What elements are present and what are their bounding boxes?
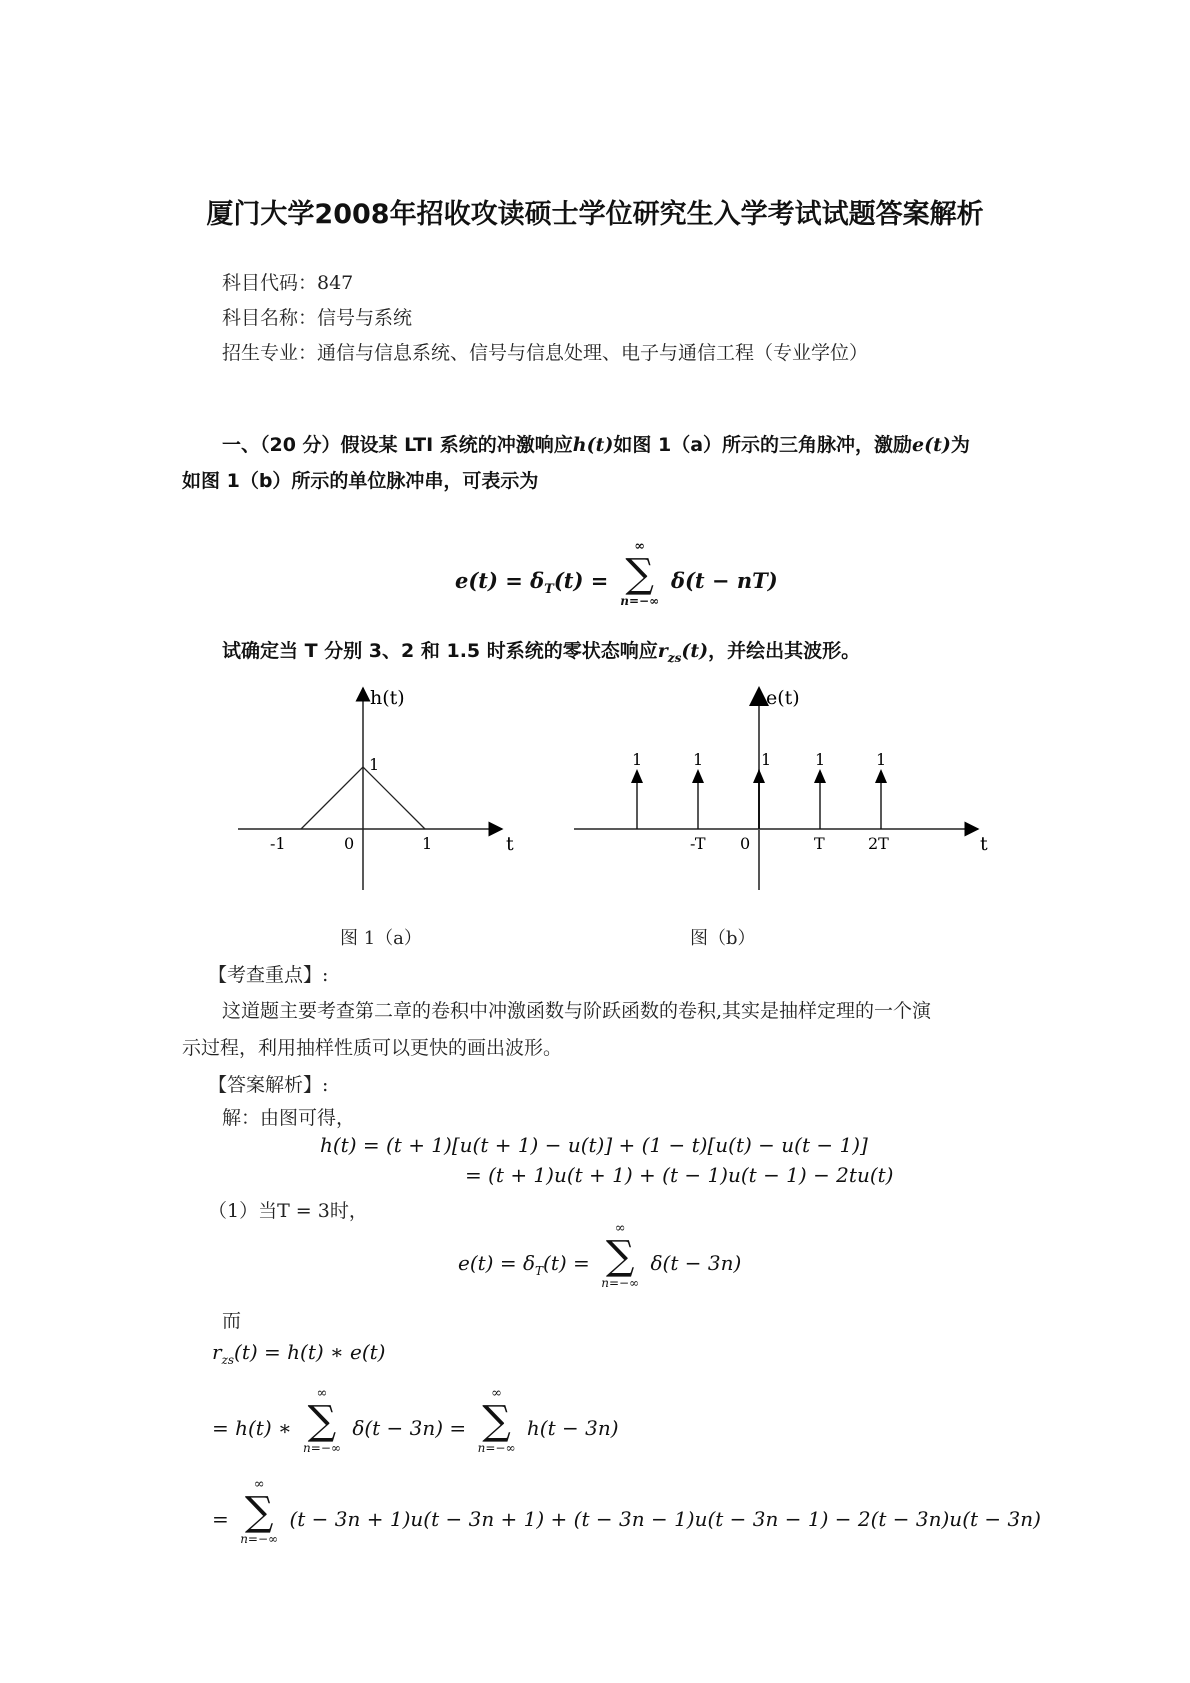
sum-upper-limit: ∞	[253, 1477, 265, 1492]
impulse-weight-label: 1	[815, 750, 826, 769]
figure-a-triangle-pulse	[230, 680, 530, 910]
sigma-icon: ∑	[625, 551, 654, 597]
sum-upper-limit: ∞	[316, 1386, 328, 1401]
rzs-2c: h(t − 3n)	[526, 1415, 619, 1440]
rzs-line-3	[212, 1478, 1041, 1546]
y-axis-label: e(t)	[766, 687, 800, 709]
subject-code: 科目代码：847	[222, 272, 354, 294]
tick-label-1: 1	[422, 834, 433, 853]
h-equation-line-2: = (t + 1)u(t + 1) + (t − 1)u(t − 1) − 2tu(t)	[465, 1163, 894, 1187]
task-text-a: 试确定当 T 分别 3、2 和 1.5 时系统的零状态响应	[222, 640, 658, 662]
rzs-line-1	[212, 1340, 385, 1367]
impulse-weight-label: 1	[693, 750, 704, 769]
and-text: 而	[222, 1310, 242, 1332]
question-h-symbol: h(t)	[572, 434, 614, 456]
task-r-sub: zs	[667, 650, 682, 665]
peak-label: 1	[369, 755, 380, 774]
rzs-def: (t) = h(t) ∗ e(t)	[234, 1340, 386, 1364]
eq-lhs: e(t) = δ	[455, 567, 545, 593]
task-t: (t)	[681, 640, 709, 662]
tick-label-neg1: -1	[270, 834, 286, 853]
eq-mid: (t) =	[553, 567, 609, 593]
summation-symbol	[235, 1478, 283, 1546]
sigma-icon: ∑	[605, 1233, 635, 1279]
impulse-weight-label: 1	[632, 750, 643, 769]
r-symbol: r	[212, 1340, 222, 1364]
case-1-label: （1）当T = 3时，	[208, 1200, 368, 1222]
sum-lower-limit: n=−∞	[303, 1441, 341, 1455]
tick-label-2T: 2T	[868, 834, 889, 853]
figure-b-impulse-train	[570, 680, 1010, 910]
subject-name: 科目名称：信号与系统	[222, 307, 413, 329]
e-equation-T3	[458, 1222, 741, 1290]
h-equation-line-1: h(t) = (t + 1)[u(t + 1) − u(t)] + (1 − t)[u(t) − u(t − 1)]	[320, 1133, 868, 1157]
sigma-icon: ∑	[307, 1398, 337, 1444]
task-line	[222, 636, 860, 665]
question-text-c: 为	[950, 434, 970, 456]
rzs-3a: =	[212, 1506, 229, 1531]
key-points-text-1: 这道题主要考查第二章的卷积中冲激函数与阶跃函数的卷积,其实是抽样定理的一个演	[222, 1000, 932, 1022]
summation-symbol	[616, 540, 664, 608]
sum-lower-limit: n=−∞	[240, 1532, 279, 1546]
tick-label-0: 0	[740, 834, 751, 853]
impulse-arrowhead-icon	[875, 769, 887, 783]
rzs-line-2	[212, 1387, 619, 1455]
question-line-1	[222, 430, 970, 457]
key-points-text-2: 示过程，利用抽样性质可以更快的画出波形。	[182, 1037, 563, 1059]
y-axis-label: h(t)	[370, 687, 405, 709]
r-sub: zs	[221, 1353, 235, 1367]
sum-upper-limit: ∞	[614, 1221, 626, 1236]
x-axis-label: t	[980, 833, 988, 855]
tick-label-neg-T: -T	[690, 834, 706, 853]
question-text-a: 一、（20 分）假设某 LTI 系统的冲激响应	[222, 434, 573, 456]
rzs-3b: (t − 3n + 1)u(t − 3n + 1) + (t − 3n − 1)u(t − 3n − 1) − 2(t − 3n)u(t − 3n)	[289, 1506, 1041, 1531]
solution-heading: 【答案解析】:	[208, 1074, 329, 1096]
majors: 招生专业：通信与信息系统、信号与信息处理、电子与通信工程（专业学位）	[222, 342, 869, 364]
tick-label-0: 0	[344, 834, 355, 853]
e-sub: T	[535, 1263, 544, 1278]
summation-symbol	[298, 1387, 346, 1455]
eq-rhs: δ(t − nT)	[670, 567, 778, 593]
e-mid: (t) =	[543, 1250, 590, 1275]
impulse-arrowhead-icon	[631, 769, 643, 783]
sum-upper-limit: ∞	[634, 539, 646, 554]
impulse-weight-label: 1	[876, 750, 887, 769]
impulse-weight-label: 1	[761, 750, 772, 769]
sum-upper-limit: ∞	[491, 1386, 502, 1401]
eq-sub: T	[544, 581, 554, 597]
impulse-arrowhead-icon	[753, 769, 765, 783]
question-e-symbol: e(t)	[912, 434, 951, 456]
sum-lower-limit: n=−∞	[620, 594, 660, 608]
figure-a-caption: 图 1（a）	[340, 928, 422, 949]
summation-symbol	[473, 1387, 521, 1455]
rzs-2b: δ(t − 3n) =	[352, 1415, 467, 1440]
sigma-icon: ∑	[244, 1489, 274, 1535]
impulse-arrowhead-icon	[692, 769, 704, 783]
question-line-2: 如图 1（b）所示的单位脉冲串，可表示为	[182, 470, 539, 492]
question-text-b: 如图 1（a）所示的三角脉冲，激励	[613, 434, 913, 456]
e-rhs: δ(t − 3n)	[650, 1250, 742, 1275]
figure-b-caption: 图（b）	[690, 928, 756, 949]
x-axis-label: t	[506, 833, 514, 855]
summation-symbol	[596, 1222, 644, 1290]
sum-lower-limit: n=−∞	[601, 1276, 640, 1290]
task-r-symbol: r	[657, 640, 668, 662]
tick-label-T: T	[814, 834, 825, 853]
document-title: 厦门大学2008年招收攻读硕士学位研究生入学考试试题答案解析	[206, 199, 984, 230]
sum-lower-limit: n=−∞	[477, 1441, 516, 1455]
e-lhs: e(t) = δ	[458, 1250, 535, 1275]
task-text-b: ，并绘出其波形。	[708, 640, 861, 662]
key-points-heading: 【考查重点】:	[208, 964, 329, 986]
sigma-icon: ∑	[482, 1398, 511, 1444]
impulse-train-equation	[455, 540, 778, 608]
rzs-2a: = h(t) ∗	[212, 1415, 292, 1440]
impulse-arrowhead-icon	[814, 769, 826, 783]
solution-intro: 解：由图可得，	[222, 1107, 356, 1129]
